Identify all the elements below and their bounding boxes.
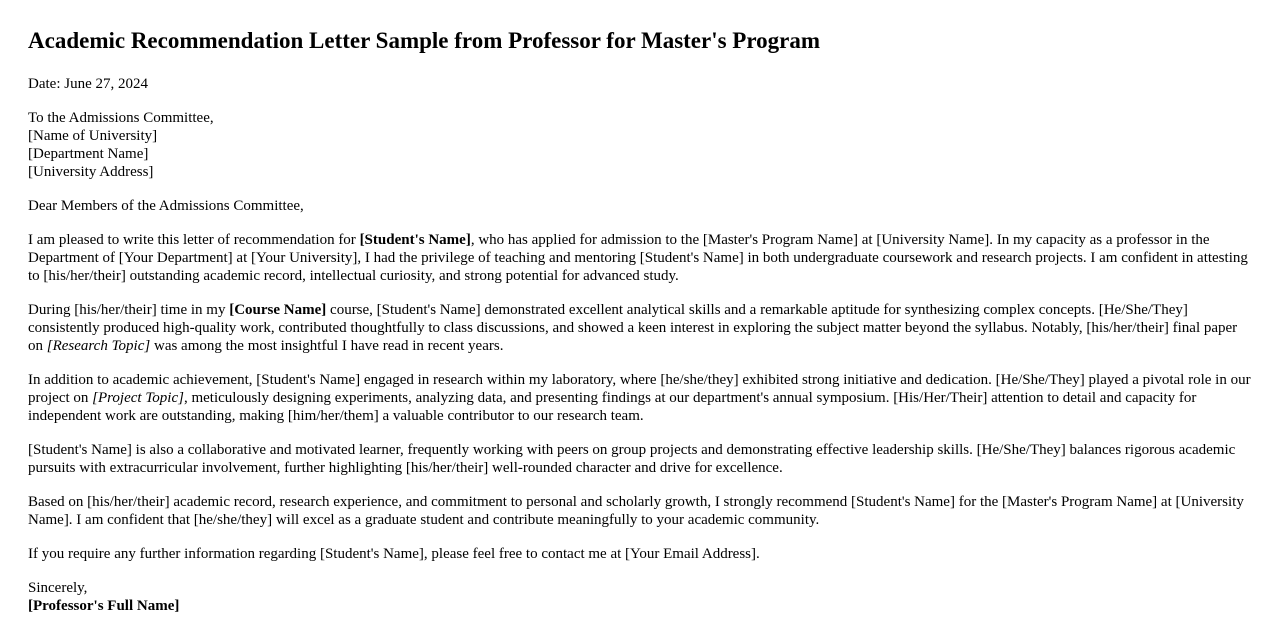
paragraph-text: In addition to academic achievement, [Student's Name] engaged in research within my laboratory, where [he/she/they] exhibited strong initiative and dedication. [He/She/They] played a pivotal role in our project on bbox=[28, 372, 1251, 406]
paragraph-research bbox=[28, 371, 1254, 425]
address-line-department: [Department Name] bbox=[28, 146, 149, 162]
paragraph-recommendation: Based on [his/her/their] academic record, research experience, and commitment to personal and scholarly growth, I strongly recommend [Student's Name] for the [Master's Program Name] at [University Name]. I am confident that [he/she/they] will excel as a graduate student and contribute meaningfully to your academic community. bbox=[28, 494, 1244, 528]
address-line-university-address: [University Address] bbox=[28, 164, 154, 180]
paragraph-text: , meticulously designing experiments, analyzing data, and presenting findings at our department's annual symposium. [His/Her/Their] attention to detail and capacity for independent work are outstanding, making [him/her/them] a valuable contributor to our research team. bbox=[28, 390, 1197, 424]
letter-document bbox=[28, 27, 1254, 631]
closing-block bbox=[28, 579, 1254, 615]
course-name-bold: [Course Name] bbox=[229, 302, 327, 318]
letter-date: Date: June 27, 2024 bbox=[28, 76, 148, 92]
recipient-address bbox=[28, 109, 1254, 181]
paragraph-contact: If you require any further information regarding [Student's Name], please feel free to contact me at [Your Email Address]. bbox=[28, 546, 760, 562]
paragraph-text: I am pleased to write this letter of recommendation for bbox=[28, 232, 360, 248]
signature-name: [Professor's Full Name] bbox=[28, 598, 180, 614]
page-title: Academic Recommendation Letter Sample from Professor for Master's Program bbox=[28, 28, 821, 53]
research-topic-italic: [Research Topic] bbox=[46, 338, 151, 354]
address-line-committee: To the Admissions Committee, bbox=[28, 110, 214, 126]
paragraph-text: was among the most insightful I have read in recent years. bbox=[150, 338, 504, 354]
closing: Sincerely, bbox=[28, 580, 88, 596]
salutation: Dear Members of the Admissions Committee, bbox=[28, 198, 304, 214]
paragraph-text: , who has applied for admission to the [Master's Program Name] at [University Name]. In my capacity as a professor in the Department of [Your Department] at [Your University], I had the privilege of teaching and mentoring [Student's Name] in both undergraduate coursework and research projects. I am confident in attesting to [his/her/their] outstanding academic record, intellectual curiosity, and strong potential for advanced study. bbox=[28, 232, 1248, 284]
paragraph-character: [Student's Name] is also a collaborative and motivated learner, frequently working with peers on group projects and demonstrating effective leadership skills. [He/She/They] balances rigorous academic pursuits with extracurricular involvement, further highlighting [his/her/their] well-rounded character and drive for excellence. bbox=[28, 442, 1236, 476]
paragraph-text: During [his/her/their] time in my bbox=[28, 302, 230, 318]
address-line-university: [Name of University] bbox=[28, 128, 158, 144]
project-topic-italic: [Project Topic] bbox=[92, 390, 184, 406]
paragraph-introduction bbox=[28, 231, 1254, 285]
paragraph-course bbox=[28, 301, 1254, 355]
paragraph-text: course, [Student's Name] demonstrated excellent analytical skills and a remarkable aptitude for synthesizing complex concepts. [He/She/They] consistently produced high-quality work, contributed thoughtfully to class discussions, and showed a keen interest in exploring the subject matter beyond the syllabus. Notably, [his/her/their] final paper on bbox=[28, 302, 1238, 354]
student-name-bold: [Student's Name] bbox=[359, 232, 471, 248]
